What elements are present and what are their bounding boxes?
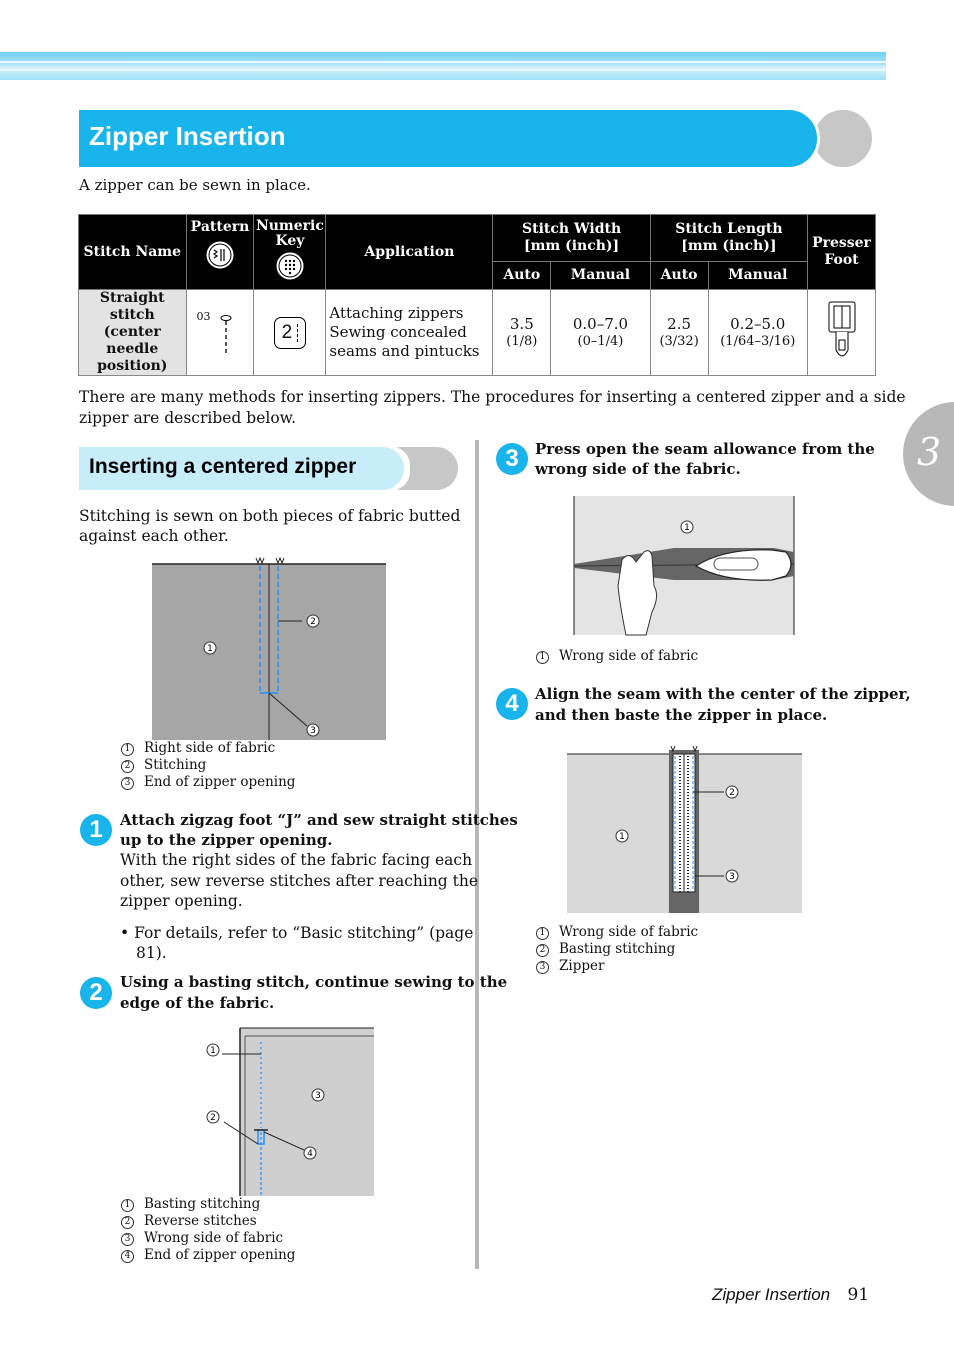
fig3-legend [536, 648, 698, 665]
fig4-legend-item: 3 Zipper [536, 958, 698, 975]
header-presser-foot-l1: Presser [812, 235, 871, 251]
cell-stitch-name [79, 290, 187, 376]
methods-text-l1: There are many methods for inserting zippers. The procedures for inserting a centered zipper and a side [79, 388, 906, 406]
stitch-name-l1: Straight stitch [99, 290, 165, 323]
cell-application [326, 290, 493, 376]
header-stitch-width-l2: [mm (inch)] [523, 238, 620, 254]
header-presser-foot [808, 215, 876, 290]
fig2-legend-item: 2 Reverse stitches [121, 1213, 295, 1230]
page-footer [712, 1285, 869, 1305]
cell-width-manual [551, 290, 651, 376]
length-manual-inch: (1/64–3/16) [720, 333, 796, 349]
svg-text:3: 3 [310, 726, 316, 736]
fig2-legend-text: Basting stitching [144, 1196, 261, 1212]
application-l1: Attaching zippers [329, 304, 464, 322]
pattern-number: 03 [196, 310, 211, 323]
step-1-bullet-l2: 81). [136, 944, 167, 962]
fig4-legend-text: Zipper [559, 958, 605, 974]
fig2-legend-item: 3 Wrong side of fabric [121, 1230, 295, 1247]
step-3-head-l1: Press open the seam allowance from the [535, 440, 875, 458]
cell-presser-foot [808, 290, 876, 376]
pattern-key-icon [205, 240, 235, 270]
width-manual-mm: 0.0–7.0 [572, 314, 629, 333]
length-auto-mm: 2.5 [667, 314, 692, 333]
intro-text: A zipper can be sewn in place. [79, 176, 311, 194]
width-auto-mm: 3.5 [509, 314, 534, 333]
step-1-head-l1: Attach zigzag foot “J” and sew straight stitches [120, 811, 518, 829]
cell-length-auto [650, 290, 708, 376]
step-2-head-l1: Using a basting stitch, continue sewing to the [120, 973, 508, 991]
svg-text:1: 1 [210, 1046, 216, 1056]
header-width-manual: Manual [551, 262, 651, 290]
fig1-legend-item: 2 Stitching [121, 757, 295, 774]
cell-numeric-key [254, 290, 326, 376]
methods-text-l2: zipper are described below. [79, 409, 297, 427]
header-pattern [186, 215, 254, 290]
svg-text:3: 3 [729, 872, 735, 882]
zigzag-foot-j-icon [826, 300, 858, 364]
step-1-head-l2: up to the zipper opening. [120, 831, 333, 849]
step-3-head-l2: wrong side of the fabric. [535, 460, 741, 478]
header-numeric-key [254, 215, 326, 290]
chapter-tab [903, 402, 954, 506]
title-bar-cap [815, 110, 872, 167]
application-l2: Sewing concealed [329, 323, 467, 341]
step-4-badge: 4 [496, 688, 528, 720]
section-desc-l1: Stitching is sewn on both pieces of fabric butted [79, 507, 461, 525]
step-4-head-l1: Align the seam with the center of the zipper, [535, 685, 911, 703]
section-desc-l2: against each other. [79, 527, 229, 545]
fig4-legend-item: 2 Basting stitching [536, 941, 698, 958]
svg-text:2: 2 [210, 1113, 216, 1123]
fig1-legend-text: Right side of fabric [144, 740, 276, 756]
header-stitch-name: Stitch Name [79, 215, 187, 290]
fig2-legend-text: Wrong side of fabric [144, 1230, 284, 1246]
header-stitch-length-l1: Stitch Length [675, 221, 783, 237]
figure-zipper-basting [567, 746, 802, 913]
figure-centered-seam [152, 556, 386, 740]
figure-basting [200, 1028, 374, 1196]
fig1-legend-text: Stitching [144, 757, 207, 773]
fig2-legend-text: End of zipper opening [144, 1247, 296, 1263]
step-2-head-l2: edge of the fabric. [120, 994, 275, 1012]
header-numeric-key-label: Numeric Key [255, 218, 324, 249]
stitch-name-l4: position) [97, 358, 168, 374]
width-auto-inch: (1/8) [506, 333, 538, 349]
stitch-spec-table [78, 214, 876, 376]
svg-text:3: 3 [315, 1091, 321, 1101]
fig2-legend-text: Reverse stitches [144, 1213, 257, 1229]
fig4-legend-text: Wrong side of fabric [559, 924, 699, 940]
step-1-body-l2: other, sew reverse stitches after reaching the [120, 872, 479, 890]
chapter-number: 3 [917, 430, 942, 474]
column-divider [475, 440, 479, 1269]
stitch-name-l3: needle [106, 341, 159, 357]
svg-text:2: 2 [729, 788, 735, 798]
svg-text:4: 4 [307, 1149, 313, 1159]
page-title: Zipper Insertion [89, 121, 286, 151]
header-stitch-width-l1: Stitch Width [522, 221, 622, 237]
svg-text:2: 2 [310, 617, 316, 627]
section-title: Inserting a centered zipper [89, 455, 357, 478]
step-2-badge: 2 [80, 977, 112, 1009]
step-1-body-l1: With the right sides of the fabric facing each [120, 851, 473, 869]
fig1-legend-text: End of zipper opening [144, 774, 296, 790]
header-length-manual: Manual [708, 262, 808, 290]
application-l3: seams and pintucks [329, 342, 480, 360]
straight-stitch-icon [219, 313, 233, 355]
length-manual-mm: 0.2–5.0 [730, 314, 786, 333]
fig3-legend-text: Wrong side of fabric [559, 648, 699, 664]
header-stitch-width [493, 215, 650, 262]
fig1-legend-item: 3 End of zipper opening [121, 774, 295, 791]
fig4-legend-item: 1 Wrong side of fabric [536, 924, 698, 941]
step-1-badge: 1 [80, 814, 112, 846]
header-stitch-length-l2: [mm (inch)] [681, 238, 777, 254]
fig3-legend-item: 1 Wrong side of fabric [536, 648, 698, 665]
numeric-key-icon [275, 251, 305, 281]
cell-pattern [186, 290, 254, 376]
svg-text:1: 1 [684, 523, 690, 533]
header-stitch-length [650, 215, 807, 262]
svg-text:1: 1 [207, 644, 213, 654]
figure-pressing [574, 496, 795, 636]
header-presser-foot-l2: Foot [824, 252, 859, 268]
numeric-key-button [274, 317, 306, 349]
fig2-legend-item: 1 Basting stitching [121, 1196, 295, 1213]
fig1-legend [121, 740, 295, 791]
numeric-key-value: 2 [281, 321, 293, 343]
header-application: Application [326, 215, 493, 290]
stitch-name-l2: (center [103, 324, 161, 340]
cell-width-auto [493, 290, 551, 376]
fig1-legend-item: 1 Right side of fabric [121, 740, 295, 757]
footer-title: Zipper Insertion [712, 1285, 831, 1304]
step-4-head-l2: and then baste the zipper in place. [535, 706, 828, 724]
step-1-body-l3: zipper opening. [120, 892, 243, 910]
width-manual-inch: (0–1/4) [577, 333, 624, 349]
header-width-auto: Auto [493, 262, 551, 290]
header-pattern-label: Pattern [190, 219, 250, 235]
fig2-legend [121, 1196, 295, 1264]
step-1-bullet-l1: • For details, refer to “Basic stitching” (page [120, 924, 474, 942]
length-auto-inch: (3/32) [659, 333, 699, 349]
page-number: 91 [847, 1285, 870, 1305]
header-length-auto: Auto [650, 262, 708, 290]
top-decorative-band [0, 52, 886, 80]
fig4-legend [536, 924, 698, 975]
fig2-legend-item: 4 End of zipper opening [121, 1247, 295, 1264]
fig4-legend-text: Basting stitching [559, 941, 676, 957]
step-3-badge: 3 [496, 443, 528, 475]
svg-text:1: 1 [619, 832, 625, 842]
cell-length-manual [708, 290, 808, 376]
